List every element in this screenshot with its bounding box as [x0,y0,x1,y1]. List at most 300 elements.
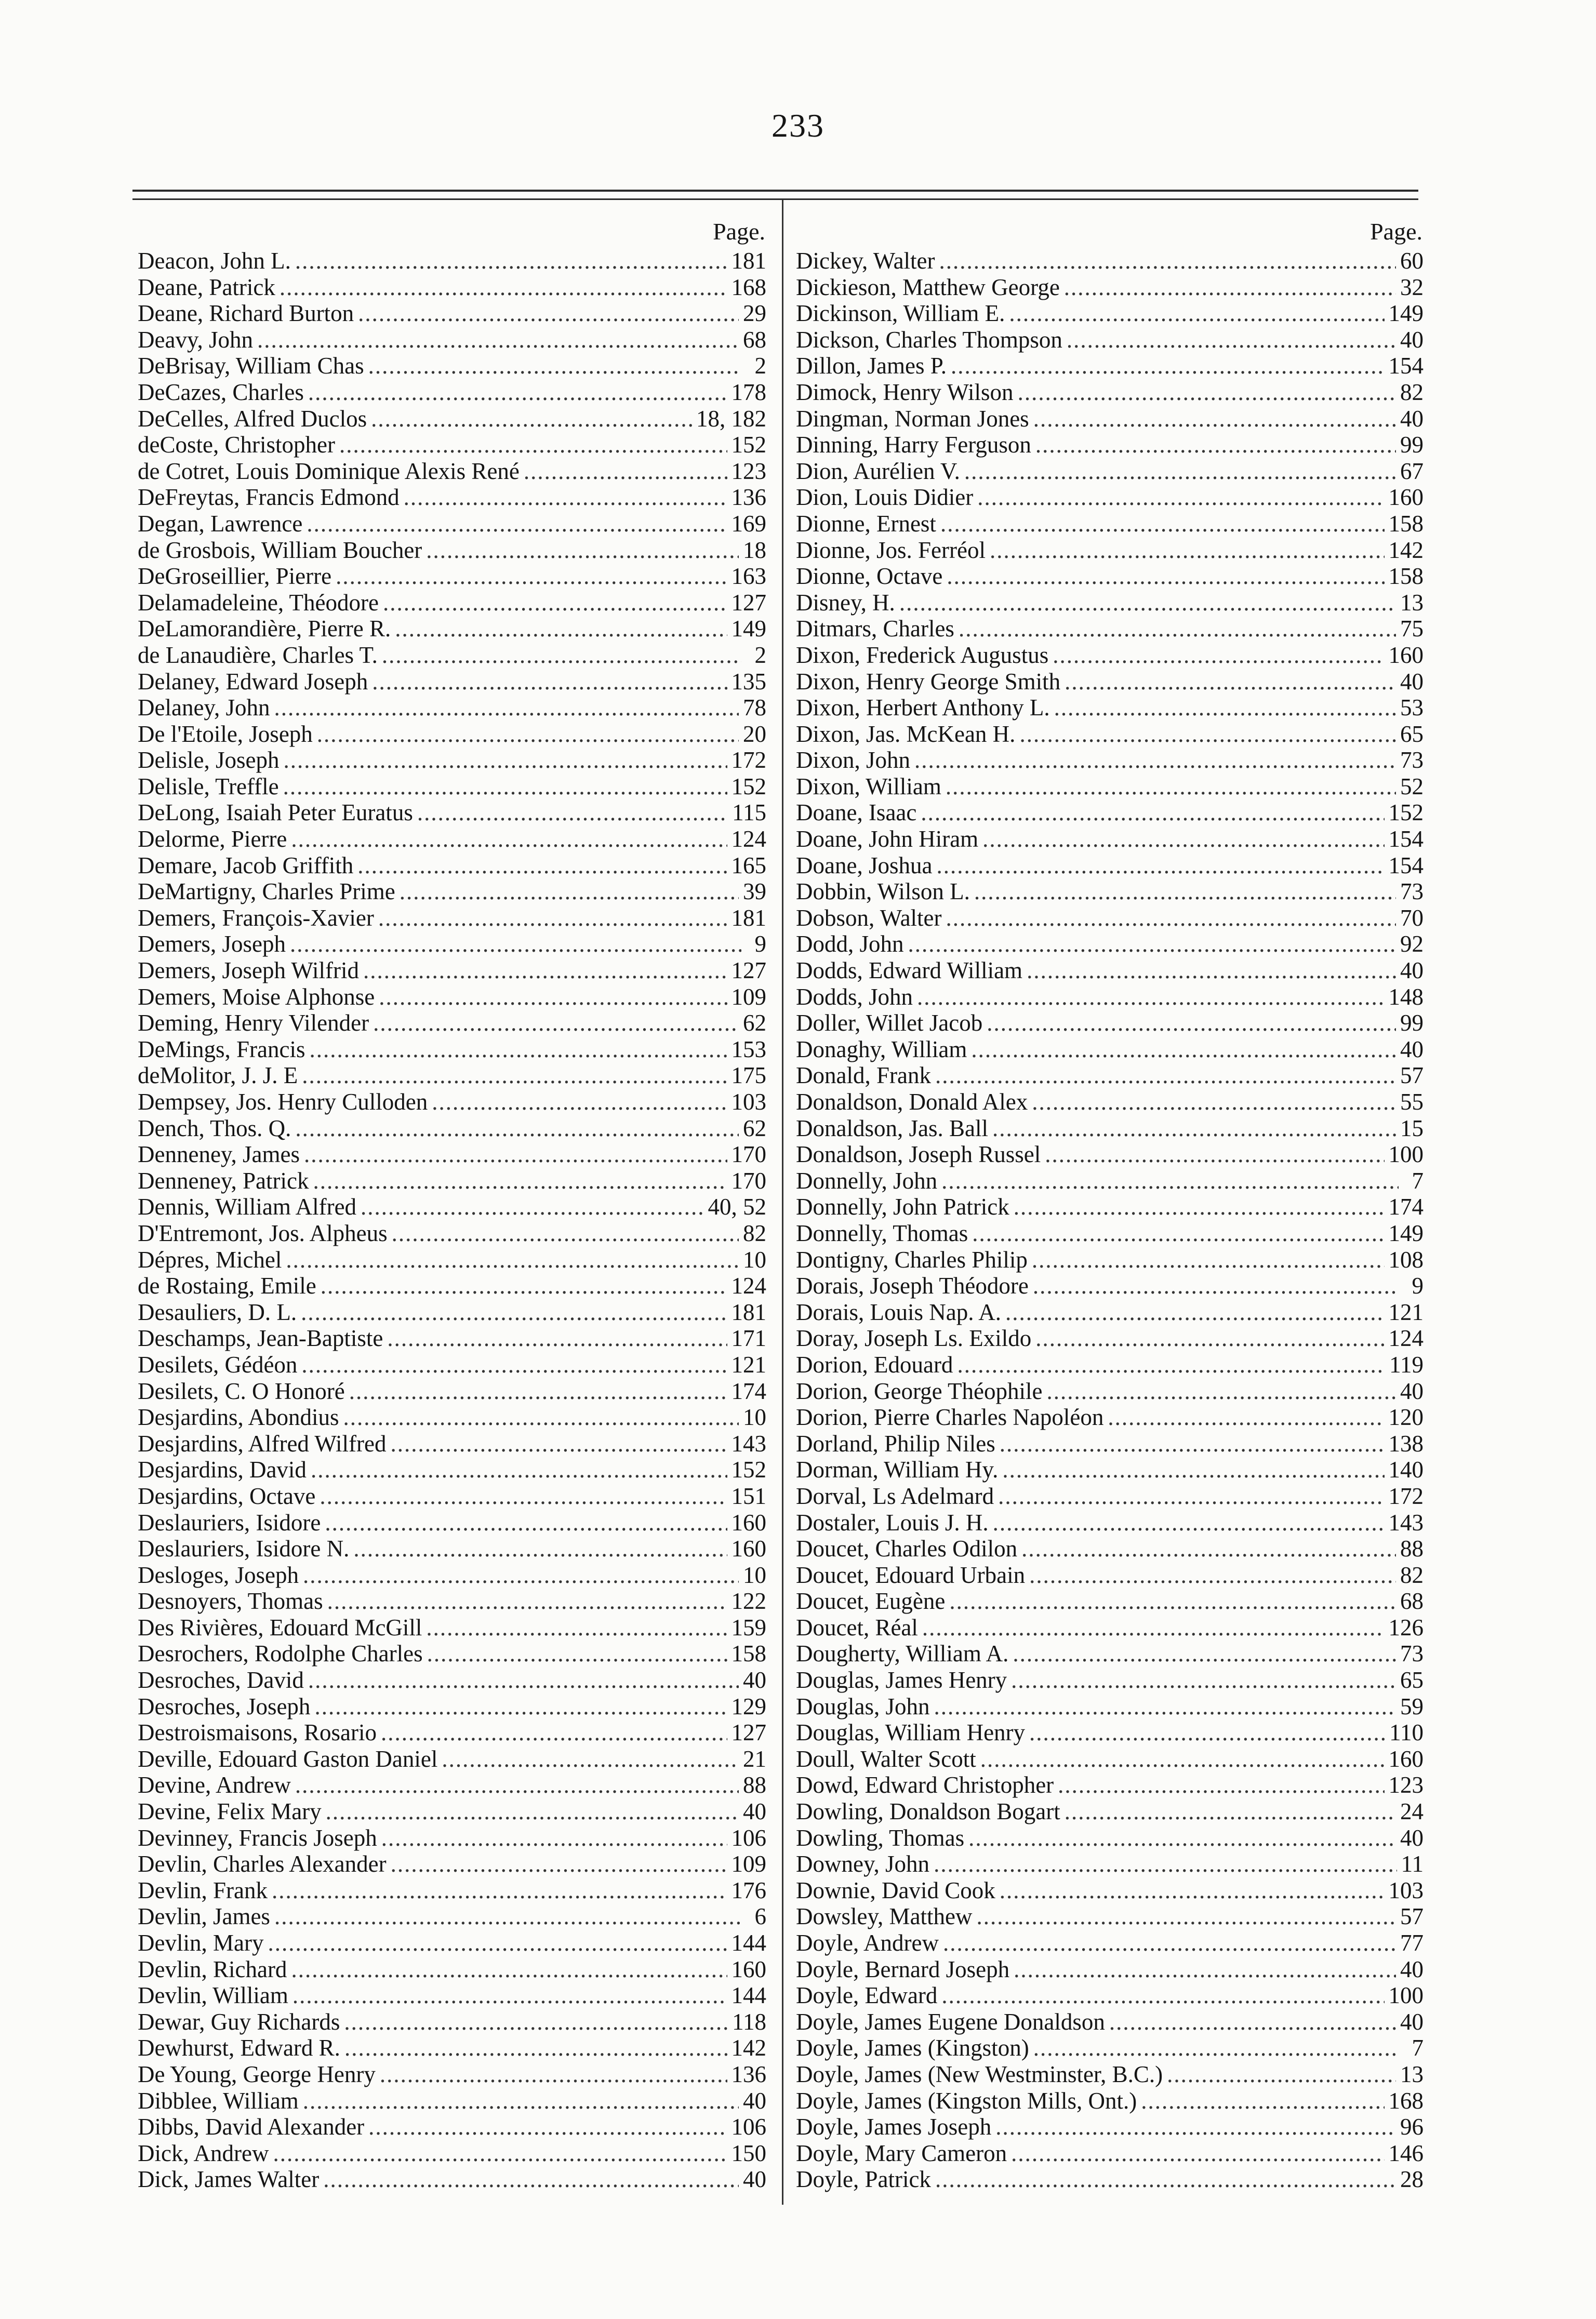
index-entry [138,1325,766,1352]
entry-name: Dorion, Pierre Charles Napoléon [796,1404,1104,1431]
entry-page: 158 [1388,510,1424,537]
dot-leader [344,2035,727,2061]
dot-leader [949,1588,1396,1615]
entry-page: 124 [1388,1325,1424,1352]
entry-page: 21 [743,1745,766,1772]
dot-leader [368,353,741,379]
entry-page: 168 [1388,2087,1424,2114]
entry-name: Devlin, Charles Alexander [138,1851,387,1877]
entry-name: Devinney, Francis Joseph [138,1824,377,1851]
dot-leader [1029,1720,1385,1746]
entry-page: 96 [1400,2114,1424,2140]
entry-name: Dodds, John [796,983,913,1010]
dot-leader [417,799,728,826]
dot-leader [971,1036,1396,1063]
index-entry [796,774,1424,800]
entry-page: 73 [1400,747,1424,774]
entry-name: Desjardins, David [138,1457,307,1483]
index-entry [138,1036,766,1063]
entry-page: 77 [1400,1930,1424,1956]
entry-page: 24 [1400,1798,1424,1825]
entry-page: 40 [1400,1956,1424,1982]
entry-name: Deacon, John L. [138,248,291,274]
entry-name: Doyle, Edward [796,1982,938,2009]
entry-name: Donnelly, John [796,1167,938,1194]
entry-name: Deslauriers, Isidore N. [138,1536,350,1562]
index-entry [138,1930,766,1956]
index-entry [138,747,766,774]
dot-leader [295,1772,739,1798]
entry-name: Desrochers, Rodolphe Charles [138,1641,423,1667]
dot-leader [308,1667,739,1694]
entry-page: 82 [1400,1562,1424,1588]
entry-name: Dorland, Philip Niles [796,1430,995,1457]
entry-name: Doyle, James (Kingston Mills, Ont.) [796,2087,1137,2114]
entry-page: 123 [1388,1772,1424,1798]
entry-name: de Grosbois, William Boucher [138,537,422,563]
entry-page: 78 [743,695,766,721]
entry-page: 82 [743,1220,766,1246]
entry-name: Dobson, Walter [796,904,942,931]
entry-name: Devlin, Frank [138,1877,268,1903]
entry-page: 154 [1388,852,1424,878]
dot-leader [283,747,727,774]
right-entries [796,248,1424,2193]
index-entry [138,1510,766,1536]
entry-name: Doyle, Mary Cameron [796,2140,1007,2166]
entry-page: 129 [731,1693,766,1720]
index-entry [138,1194,766,1220]
entry-page: 165 [731,852,766,878]
dot-leader [1013,1641,1396,1667]
dot-leader [286,1247,739,1273]
entry-name: Dixon, Herbert Anthony L. [796,695,1050,721]
entry-page: 40 [1400,405,1424,432]
dot-leader [257,327,739,353]
entry-page: 148 [1388,983,1424,1010]
index-entry [796,406,1424,432]
index-entry [796,1562,1424,1589]
entry-page: 99 [1400,1010,1424,1036]
dot-leader [1018,379,1396,406]
entry-page: 20 [743,721,766,747]
index-entry [138,537,766,564]
entry-page: 57 [1400,1903,1424,1930]
index-entry [796,957,1424,984]
entry-page: 121 [1388,1299,1424,1325]
dot-leader [426,537,739,564]
index-entry [138,1404,766,1431]
index-entry [138,1010,766,1036]
entry-page: 115 [732,799,766,826]
entry-page: 40 [743,2166,766,2193]
index-entry [138,274,766,301]
entry-name: Destroismaisons, Rosario [138,1720,377,1746]
entry-page: 168 [731,274,766,300]
index-entry [796,1930,1424,1956]
dot-leader [378,905,727,931]
index-entry [138,1483,766,1510]
dot-leader [934,1851,1397,1877]
dot-leader [959,616,1396,642]
index-entry [796,2166,1424,2193]
entry-page: 143 [731,1430,766,1457]
entry-page: 10 [743,1562,766,1588]
dot-leader [1046,1378,1396,1405]
dot-leader [936,852,1384,879]
entry-page: 143 [1388,1509,1424,1536]
entry-page: 99 [1400,432,1424,458]
dot-leader [943,1930,1396,1956]
dot-leader [935,1062,1396,1089]
entry-name: DeCelles, Alfred Duclos [138,405,367,432]
index-entry [138,458,766,485]
entry-page: 144 [731,1930,766,1956]
entry-page: 122 [731,1588,766,1615]
index-entry [796,905,1424,931]
dot-leader [992,1115,1396,1142]
dot-leader [935,2166,1396,2193]
entry-page: 169 [731,510,766,537]
entry-name: Disney, H. [796,589,895,616]
entry-name: Deane, Patrick [138,274,275,300]
index-entry [796,669,1424,695]
entry-page: 40 [743,1667,766,1694]
entry-page: 82 [1400,379,1424,405]
dot-leader [358,300,739,327]
entry-name: Doane, Joshua [796,852,933,878]
entry-name: Demers, Moise Alphonse [138,983,375,1010]
entry-name: Doyle, James (New Westminster, B.C.) [796,2061,1163,2087]
entry-page: 119 [1389,1351,1424,1378]
index-entry [796,747,1424,774]
dot-leader [1000,1877,1385,1904]
dot-leader [392,1220,739,1247]
dot-leader [280,274,727,301]
dot-leader [990,537,1385,564]
entry-page: 144 [731,1982,766,2009]
dot-leader [325,1510,727,1536]
entry-name: Denneney, Patrick [138,1167,309,1194]
entry-page: 13 [1400,2061,1424,2087]
index-entry [138,1141,766,1168]
index-entry [796,1720,1424,1746]
dot-leader [1065,669,1396,695]
entry-page: 9 [1412,1273,1424,1299]
dot-leader [1045,1141,1384,1168]
index-entry [796,590,1424,616]
entry-name: Dodd, John [796,931,904,957]
dot-leader [311,1457,727,1483]
dot-leader [339,432,727,458]
header-rule-top [132,190,1418,192]
dot-leader [302,1062,727,1089]
index-entry [138,511,766,537]
index-entry [138,2114,766,2140]
dot-leader [1002,1457,1384,1483]
entry-name: Dixon, Henry George Smith [796,668,1061,695]
entry-name: Delorme, Pierre [138,826,287,852]
entry-name: Dench, Thos. Q. [138,1115,291,1141]
entry-name: Doyle, Bernard Joseph [796,1956,1010,1982]
entry-name: Demers, Joseph [138,931,286,957]
entry-name: Devlin, William [138,1982,288,2009]
dot-leader [343,1404,739,1431]
entry-page: 150 [731,2140,766,2166]
dot-leader [363,957,727,984]
entry-page: 40 [1400,1378,1424,1404]
entry-page: 110 [1389,1720,1424,1746]
index-entry [796,1510,1424,1536]
entry-page: 109 [731,1851,766,1877]
index-entry [796,458,1424,485]
index-entry [796,1457,1424,1483]
dot-leader [290,931,741,957]
entry-name: de Lanaudière, Charles T. [138,642,378,668]
dot-leader [326,1798,739,1825]
dot-leader [1065,1798,1396,1825]
entry-name: Desroches, David [138,1667,304,1694]
entry-name: Dion, Aurélien V. [796,458,960,484]
index-entry [138,878,766,905]
entry-page: 11 [1401,1851,1424,1877]
entry-name: Devine, Felix Mary [138,1798,322,1825]
index-entry [138,1220,766,1247]
entry-page: 178 [731,379,766,405]
index-entry [138,1877,766,1904]
entry-name: Dion, Louis Didier [796,484,974,511]
left-column [138,216,766,2193]
index-entry [796,1220,1424,1247]
entry-page: 68 [743,326,766,353]
dot-leader [427,1641,727,1667]
entry-page: 170 [731,1141,766,1168]
dot-leader [524,458,727,485]
dot-leader [303,2088,739,2114]
entry-name: Delamadeleine, Théodore [138,589,379,616]
entry-name: Donald, Frank [796,1062,931,1089]
entry-name: Desnoyers, Thomas [138,1588,323,1615]
index-entry [138,1062,766,1089]
index-entry [138,327,766,353]
index-entry [796,616,1424,642]
entry-page: 181 [731,248,766,274]
index-entry [796,1483,1424,1510]
index-entry [796,274,1424,301]
dot-leader [314,1694,727,1720]
entry-name: Doyle, James Eugene Donaldson [796,2008,1105,2035]
dot-leader [939,248,1396,274]
entry-name: de Cotret, Louis Dominique Alexis René [138,458,520,484]
entry-name: Demare, Jacob Griffith [138,852,354,878]
entry-name: Dorion, George Théophile [796,1378,1043,1404]
entry-page: 28 [1400,2166,1424,2193]
entry-page: 68 [1400,1588,1424,1615]
index-entry [138,1562,766,1589]
entry-page: 55 [1400,1089,1424,1115]
dot-leader [371,406,692,432]
index-entry [138,1536,766,1562]
dot-leader [1033,2035,1399,2061]
index-entry [138,616,766,642]
entry-name: Douglas, William Henry [796,1720,1026,1746]
index-entry [796,2061,1424,2088]
dot-leader [1014,1956,1396,1983]
dot-leader [323,2166,739,2193]
entry-name: Douglas, James Henry [796,1667,1007,1694]
dot-leader [291,826,727,852]
entry-page: 10 [743,1246,766,1273]
index-entry [796,1273,1424,1299]
entry-page: 40 [743,2087,766,2114]
index-entry [138,1615,766,1641]
index-entry [796,2140,1424,2167]
entry-page: 176 [731,1877,766,1903]
entry-page: 146 [1388,2140,1424,2166]
entry-page: 151 [731,1483,766,1509]
entry-page: 73 [1400,878,1424,905]
entry-name: Dostaler, Louis J. H. [796,1509,989,1536]
entry-page: 52 [1400,773,1424,799]
entry-page: 10 [743,1404,766,1431]
entry-name: Deslauriers, Isidore [138,1509,321,1536]
entry-page: 108 [1388,1246,1424,1273]
entry-page: 160 [1388,484,1424,511]
entry-name: Doyle, Andrew [796,1930,939,1956]
index-entry [796,1431,1424,1457]
dot-leader [1029,1562,1396,1589]
entry-name: Deschamps, Jean-Baptiste [138,1325,383,1352]
entry-name: Deane, Richard Burton [138,300,354,327]
entry-page: 136 [731,484,766,511]
dot-leader [320,1483,727,1510]
entry-name: Desilets, C. O Honoré [138,1378,345,1404]
index-entry [796,379,1424,406]
index-entry [138,2009,766,2035]
entry-page: 154 [1388,353,1424,379]
dot-leader [395,616,727,642]
dot-leader [946,774,1396,800]
dot-leader [1067,327,1396,353]
entry-name: Dixon, William [796,773,941,799]
left-column-header: Page. [713,218,765,245]
entry-name: Delisle, Treffle [138,773,279,799]
entry-name: Doyle, James (Kingston) [796,2035,1029,2061]
dot-leader [1009,300,1384,327]
entry-page: 40 [1400,957,1424,984]
entry-name: Doull, Walter Scott [796,1745,976,1772]
dot-leader [344,2009,728,2035]
entry-page: 39 [743,878,766,905]
index-entry [138,353,766,379]
entry-page: 160 [731,1956,766,1982]
index-entry [796,1299,1424,1326]
entry-page: 121 [731,1351,766,1378]
entry-name: DeFreytas, Francis Edmond [138,484,400,511]
dot-leader [381,1825,727,1851]
entry-name: Douglas, John [796,1693,930,1720]
dot-leader [308,379,727,406]
dot-leader [1108,1404,1384,1431]
dot-leader [1141,2088,1384,2114]
entry-page: 29 [743,300,766,327]
entry-name: De l'Etoile, Joseph [138,721,313,747]
dot-leader [987,1010,1396,1036]
entry-page: 160 [731,1536,766,1562]
entry-name: Desauliers, D. L. [138,1299,297,1325]
index-entry [796,300,1424,327]
dot-leader [327,1588,727,1615]
entry-page: 149 [731,616,766,642]
entry-name: deMolitor, J. J. E [138,1062,298,1089]
index-entry [796,1903,1424,1930]
dot-leader [442,1746,739,1772]
index-entry [138,300,766,327]
dot-leader [940,511,1385,537]
dot-leader [304,1141,727,1168]
entry-page: 103 [1388,1877,1424,1903]
entry-name: Dixon, Frederick Augustus [796,642,1049,668]
dot-leader [941,1168,1399,1194]
entry-name: Dick, James Walter [138,2166,320,2193]
dot-leader [273,2140,727,2167]
dot-leader [336,563,727,590]
index-entry [796,1168,1424,1194]
entry-name: Dingman, Norman Jones [796,405,1029,432]
dot-leader [1054,695,1396,721]
entry-page: 174 [731,1378,766,1404]
dot-leader [274,1903,741,1930]
index-entry [796,931,1424,957]
index-entry [138,642,766,669]
entry-name: Devlin, Richard [138,1956,287,1982]
dot-leader [372,669,727,695]
index-entry [796,1982,1424,2009]
dot-leader [390,1431,727,1457]
page-number: 233 [772,107,824,144]
index-entry [796,1615,1424,1641]
index-entry [138,379,766,406]
dot-leader [917,984,1384,1010]
index-entry [796,327,1424,353]
dot-leader [381,1720,727,1746]
dot-leader [1033,1273,1399,1299]
entry-name: Deville, Edouard Gaston Daniel [138,1745,438,1772]
dot-leader [321,1273,727,1299]
entry-name: Doucet, Edouard Urbain [796,1562,1026,1588]
index-entry [138,1956,766,1983]
entry-name: Denneney, James [138,1141,300,1168]
entry-name: DeMings, Francis [138,1036,305,1062]
index-entry [138,1115,766,1142]
index-entry [138,721,766,748]
entry-name: DeGroseillier, Pierre [138,563,332,590]
entry-name: Doucet, Eugène [796,1588,946,1615]
entry-name: DeBrisay, William Chas [138,353,364,379]
index-entry [138,1168,766,1194]
entry-page: 73 [1400,1641,1424,1667]
entry-name: Doane, John Hiram [796,826,979,852]
entry-name: Dougherty, William A. [796,1641,1009,1667]
dot-leader [921,799,1384,826]
entry-page: 7 [1412,2035,1424,2061]
entry-name: Doucet, Charles Odilon [796,1536,1018,1562]
dot-leader [404,484,727,511]
entry-name: Desjardins, Octave [138,1483,316,1509]
index-entry [138,695,766,721]
entry-name: D'Entremont, Jos. Alpheus [138,1220,388,1246]
index-entry [796,721,1424,748]
